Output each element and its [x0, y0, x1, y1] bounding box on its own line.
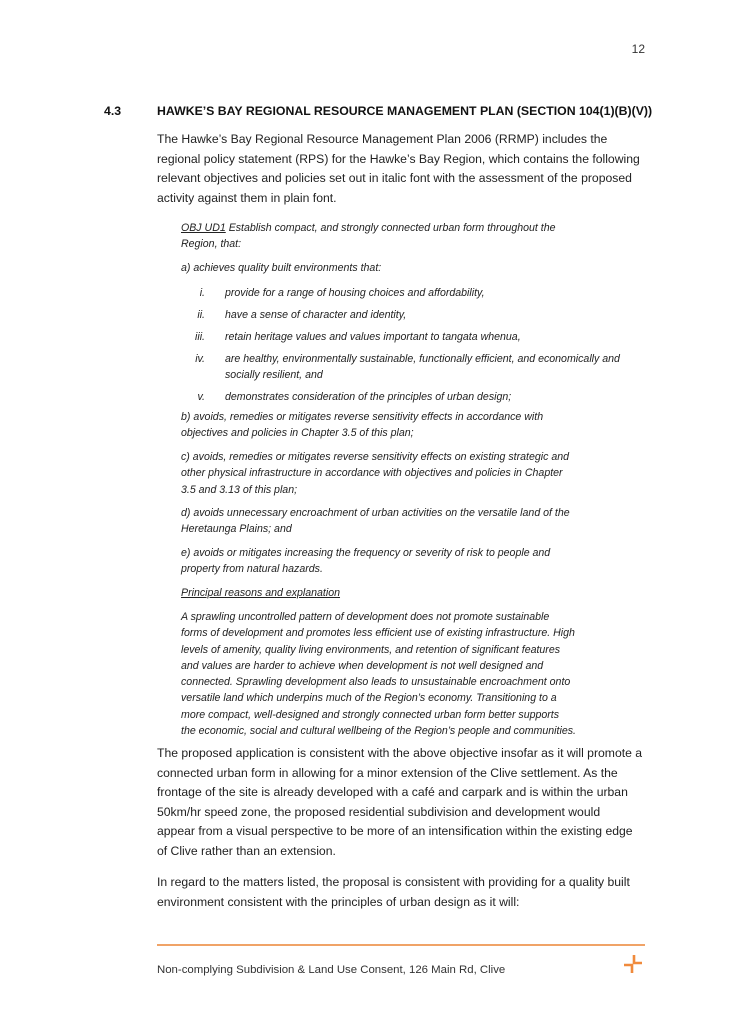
list-item-number: ii. — [197, 309, 205, 321]
list-item-number: v. — [197, 391, 205, 403]
principal-line: connected. Sprawling development also leads to unsustainable encroachment onto — [181, 676, 571, 689]
objective-line: d) avoids unnecessary encroachment of urban activities on the versatile land of the — [181, 507, 570, 519]
intro-line: activity against them in plain font. — [157, 190, 337, 205]
objective-line: 3.5 and 3.13 of this plan; — [181, 483, 298, 496]
intro-paragraph — [157, 130, 647, 208]
objective-line: b) avoids, remedies or mitigates reverse sensitivity effects in accordance with — [181, 411, 544, 423]
objective-a: a) achieves quality built environments that: — [181, 262, 382, 274]
assessment-line: The proposed application is consistent with the above objective insofar as it will promote a — [157, 746, 643, 760]
list-item-text: provide for a range of housing choices and affordability, — [225, 287, 485, 299]
section-title: HAWKE’S BAY REGIONAL RESOURCE MANAGEMENT PLAN (SECTION 104(1)(B)(V)) — [157, 104, 653, 118]
list-item-number: i. — [199, 287, 205, 299]
intro-line: regional policy statement (RPS) for the Hawke’s Bay Region, which contains the following — [157, 151, 640, 166]
objective-ref: OBJ UD1 — [181, 222, 226, 234]
list-item-text: have a sense of character and identity, — [225, 309, 407, 321]
list-item-line: socially resilient, and — [225, 369, 323, 381]
list-item-number: iv. — [195, 353, 205, 365]
objective-line: property from natural hazards. — [181, 563, 323, 576]
footer-text: Non-complying Subdivision & Land Use Consent, 126 Main Rd, Clive — [157, 964, 506, 976]
objective-line: Heretaunga Plains; and — [181, 523, 292, 536]
bracket-logo-icon — [623, 954, 643, 974]
objective-e — [181, 545, 641, 578]
principal-line: levels of amenity, quality living environments, and retention of significant features — [181, 643, 561, 656]
closing-line: environment consistent with the principles of urban design as it will: — [157, 894, 520, 909]
list-item-text: demonstrates consideration of the principles of urban design; — [225, 391, 512, 403]
principal-reasons-heading — [181, 585, 641, 601]
principal-line: and values are harder to achieve when development is not well designed and — [181, 659, 544, 672]
list-item-text: retain heritage values and values important to tangata whenua, — [225, 331, 521, 343]
principal-line: more compact, well-designed and strongly connected urban form better supports — [181, 708, 560, 721]
objective-text: Establish compact, and strongly connected urban form throughout the — [225, 222, 556, 234]
principal-line: the economic, social and cultural wellbeing of the Region’s people and communities. — [181, 725, 576, 738]
objective-d — [181, 505, 641, 538]
list-item-line: are healthy, environmentally sustainable, functionally efficient, and economically and — [225, 353, 620, 365]
principal-reasons-text — [181, 609, 641, 739]
objective-line: c) avoids, remedies or mitigates reverse sensitivity effects on existing strategic and — [181, 451, 570, 463]
objective-text: Region, that: — [181, 238, 242, 251]
principal-line: A sprawling uncontrolled pattern of development does not promote sustainable — [181, 611, 550, 623]
objective-line: objectives and policies in Chapter 3.5 of this plan; — [181, 427, 414, 440]
principal-line: versatile land which underpins much of the Region’s economy. Transitioning to a — [181, 692, 557, 705]
page-number: 12 — [631, 42, 645, 56]
assessment-line: appear from a visual perspective to be more of an intensification within the existing edge — [157, 824, 633, 839]
closing-line: In regard to the matters listed, the proposal is consistent with providing for a quality built — [157, 875, 630, 889]
principal-reasons-title: Principal reasons and explanation — [181, 587, 341, 599]
principal-line: forms of development and promotes less efficient use of existing infrastructure. High — [181, 627, 575, 640]
list-item-text — [225, 351, 645, 383]
objective-c — [181, 449, 641, 498]
list-item-number: iii. — [194, 331, 205, 343]
objective-b — [181, 409, 641, 442]
closing-paragraph — [157, 873, 647, 912]
intro-line: relevant objectives and policies set out in italic font with the assessment of the proposed — [157, 171, 632, 186]
assessment-line: 50km/hr speed zone, the proposed residential subdivision and development would — [157, 804, 601, 819]
objective-line: e) avoids or mitigates increasing the frequency or severity of risk to people and — [181, 547, 551, 559]
section-number: 4.3 — [104, 104, 122, 118]
objective-line: other physical infrastructure in accordance with objectives and policies in Chapter — [181, 467, 563, 480]
assessment-line: frontage of the site is already developed with a café and carpark and is within the urban — [157, 785, 628, 800]
assessment-paragraph — [157, 744, 647, 862]
assessment-line: connected urban form in allowing for a minor extension of the Clive settlement. As the — [157, 765, 618, 780]
objective-heading — [181, 220, 641, 253]
intro-line: The Hawke’s Bay Regional Resource Management Plan 2006 (RRMP) includes the — [157, 132, 608, 146]
footer-divider — [157, 944, 645, 946]
assessment-line: of Clive rather than an extension. — [157, 843, 336, 858]
